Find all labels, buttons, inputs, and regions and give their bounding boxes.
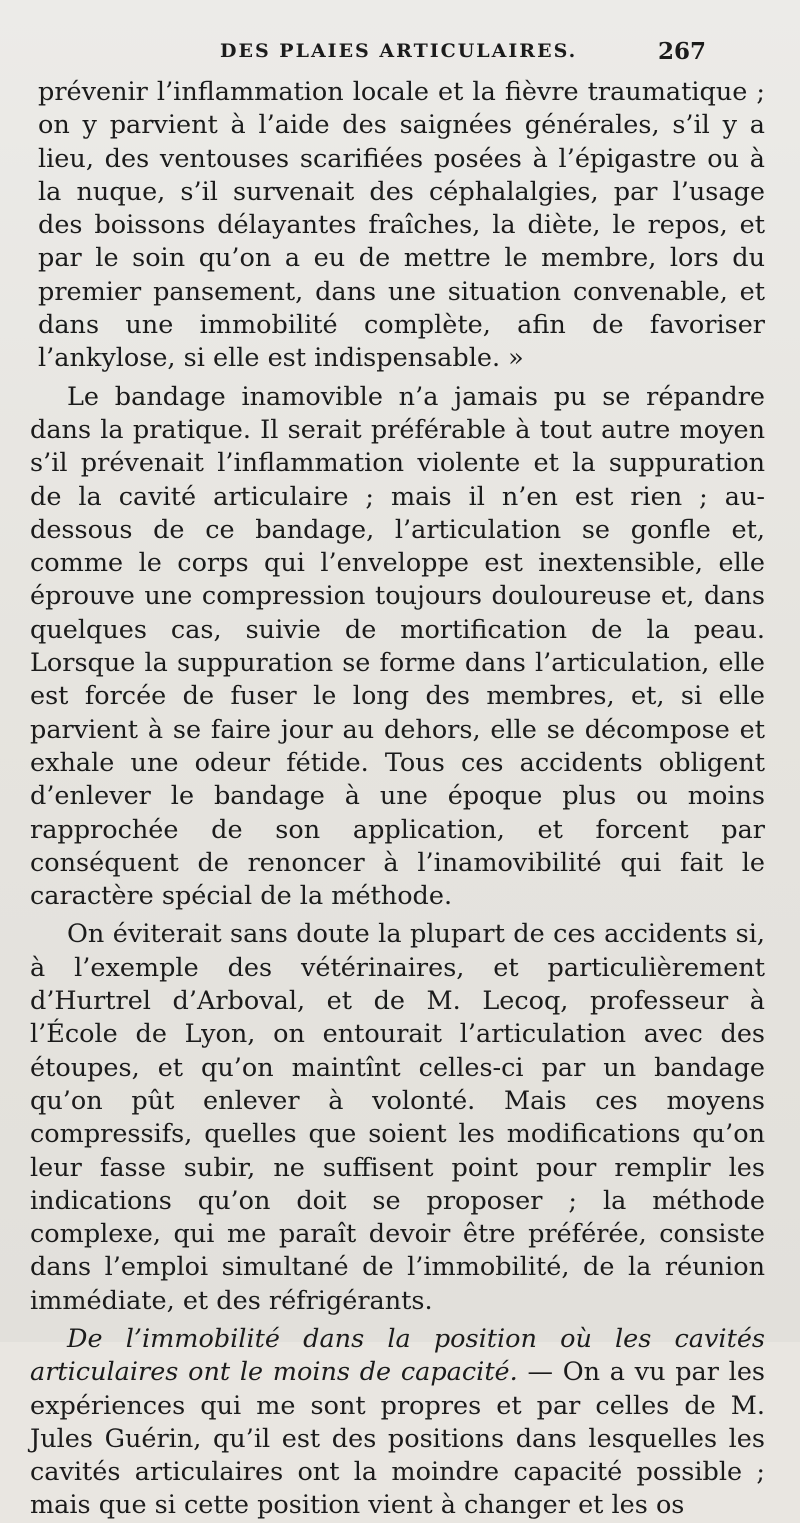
paragraph-bandage-inamovible: Le bandage inamovible n’a jamais pu se répandre dans la pratique. Il serait préférable à tout autre moyen s’il prévenait l’inflammation violente et la suppuration de la cavité articulaire ; mais il n’en est rien ; au-dessous de ce bandage, l’articulation se gonfle et, comme le corps qui l’enveloppe est inextensible, elle éprouve une compression toujours douloureuse et, dans quelques cas, suivie de mortification de la peau. Lorsque la suppuration se forme dans l’articulation, elle est forcée de fuser le long des membres, et, si elle parvient à se faire jour au dehors, elle se décompose et exhale une odeur fétide. Tous ces accidents obligent d’enlever le bandage à une époque plus ou moins rapprochée de son application, et forcent par conséquent de renoncer à l’inamovibilité qui fait le caractère spécial de la méthode. <box>30 381 765 912</box>
page-number: 267 <box>657 38 706 65</box>
paragraph-accidents: On éviterait sans doute la plupart de ces accidents si, à l’exemple des vétérinaires, et particulièrement d’Hurtrel d’Arboval, et de M. Lecoq, professeur à l’École de Lyon, on entourait l’articulation avec des étoupes, et qu’on maintînt celles-ci par un bandage qu’on pût enlever à volonté. Mais ces moyens compressifs, quelles que soient les modifications qu’on leur fasse subir, ne suffisent point pour remplir les indications qu’on doit se proposer ; la méthode complexe, qui me paraît devoir être préférée, consiste dans l’emploi simultané de l’immobilité, de la réunion immédiate, et des réfrigérants. <box>30 919 765 1316</box>
section-lead-italic: De l’immobilité dans la position où les cavités articulaires ont le moins de capacité. <box>30 1323 765 1388</box>
section-lead-text: — On a vu par les expériences qui me sont propres et par celles de M. Jules Guérin, qu’il est des positions dans lesquelles les cavités articulaires ont la moindre capacité possible ; mais que si cette position vient à changer et les os <box>30 1357 765 1521</box>
page-header <box>0 34 800 74</box>
body-text <box>30 76 765 1523</box>
paragraph-continued: prévenir l’inflammation locale et la fièvre traumatique ; on y parvient à l’aide des saignées générales, s’il y a lieu, des ventouses scarifiées posées à l’épigastre ou à la nuque, s’il survenait des céphalalgies, par l’usage des boissons délayantes fraîches, la diète, le repos, et par le soin qu’on a eu de mettre le membre, lors du premier pansement, dans une situation convenable, et dans une immobilité complète, afin de favoriser l’ankylose, si elle est indispensable. » <box>38 77 765 374</box>
running-head: DES PLAIES ARTICULAIRES. <box>220 40 578 62</box>
paragraph-immobilite <box>30 1323 765 1523</box>
